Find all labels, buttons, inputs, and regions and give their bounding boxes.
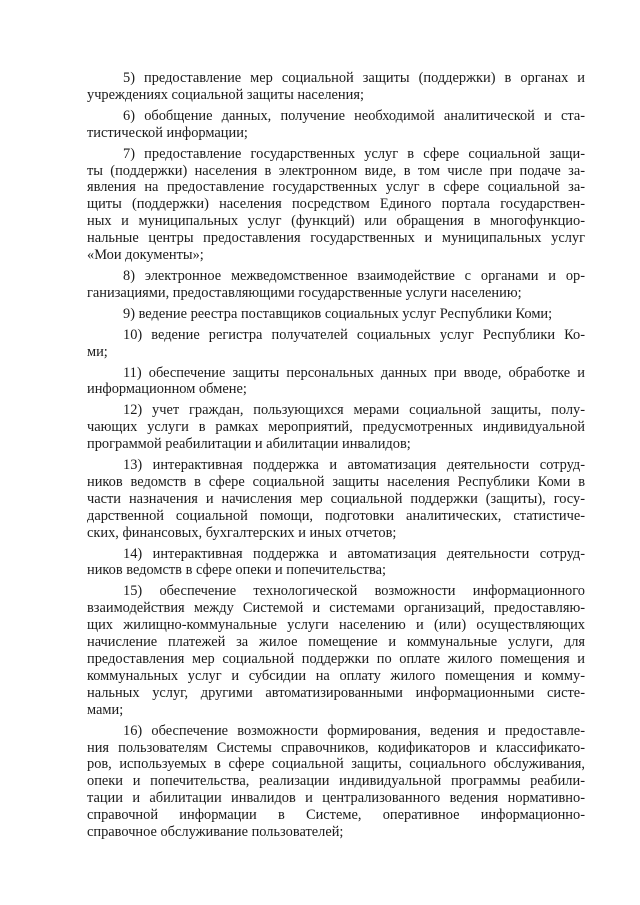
text-line: нальные центры предоставления государственных и муниципальных услуг [87, 230, 585, 247]
text-line: 11) обеспечение защиты персональных данных при вводе, обработке и [123, 364, 585, 381]
text-line: программой реабилитации и абилитации инвалидов; [87, 436, 411, 453]
text-line: 16) обеспечение возможности формирования, ведения и предоставле- [123, 722, 585, 739]
text-line: мами; [87, 701, 124, 718]
text-line: ми; [87, 343, 108, 360]
text-line: 5) предоставление мер социальной защиты (поддержки) в органах и [123, 70, 585, 86]
list-item-item-12 [87, 402, 585, 453]
text-line: 14) интерактивная поддержка и автоматизация деятельности сотруд- [123, 545, 585, 562]
text-line: ников ведомств в сфере социальной защиты населения Республики Коми в [87, 473, 585, 490]
text-line: явления на предоставление государственных услуг в сфере социальной за- [87, 179, 585, 196]
text-line: щих жилищно-коммунальные услуги населению и (или) осуществляющих [87, 617, 585, 634]
text-line: 6) обобщение данных, получение необходимой аналитической и ста- [123, 107, 585, 124]
list-item-item-7 [87, 146, 585, 264]
text-line: ты (поддержки) населения в электронном виде, в том числе при подаче за- [87, 162, 585, 179]
text-line: 9) ведение реестра поставщиков социальных услуг Республики Коми; [123, 305, 553, 322]
text-line: учреждениях социальной защиты населения; [87, 86, 364, 103]
text-line: ников ведомств в сфере опеки и попечительства; [87, 562, 386, 579]
text-line: 13) интерактивная поддержка и автоматизация деятельности сотруд- [123, 457, 585, 474]
list-item-item-9 [87, 306, 585, 323]
text-line: предоставления мер социальной поддержки по оплате жилого помещения и [87, 651, 585, 667]
list-item-item-11 [87, 365, 585, 399]
text-line: 8) электронное межведомственное взаимодействие с органами и ор- [123, 267, 585, 284]
list-item-item-14 [87, 546, 585, 580]
text-line: части назначения и начисления мер социальной поддержки (защиты), госу- [87, 490, 585, 507]
text-line: начисление платежей за жилое помещение и коммунальные услуги, для [87, 634, 585, 651]
document-body [87, 70, 585, 841]
text-line: 12) учет граждан, пользующихся мерами социальной защиты, полу- [123, 402, 585, 419]
text-line: тации и абилитации инвалидов и централизованного ведения нормативно- [87, 790, 585, 807]
text-line: ных и муниципальных услуг (функций) или обращения в многофункцио- [87, 213, 585, 230]
text-line: ских, финансовых, бухгалтерских и иных отчетов; [87, 524, 397, 541]
text-line: ганизациями, предоставляющими государственные услуги населению; [87, 284, 522, 301]
text-line: взаимодействия между Системой и системами организаций, предоставляю- [87, 600, 585, 617]
list-item-item-8 [87, 268, 585, 302]
list-item-item-15 [87, 583, 585, 718]
text-line: 15) обеспечение технологической возможности информационного [123, 583, 585, 600]
text-line: ния пользователям Системы справочников, кодификаторов и классификато- [87, 739, 585, 756]
list-item-item-5 [87, 70, 585, 104]
text-line: опеки и попечительства, реализации индивидуальной программы реабили- [87, 773, 585, 790]
list-item-item-16 [87, 723, 585, 841]
list-item-item-13 [87, 457, 585, 542]
text-line: справочной информации в Системе, оперативное информационно- [87, 807, 585, 824]
text-line: чающих услуги в рамках мероприятий, предусмотренных индивидуальной [87, 419, 585, 436]
text-line: нальных услуг, другими автоматизированными информационными систе- [87, 684, 585, 701]
text-line: ров, используемых в сфере социальной защиты, социального обслуживания, [87, 756, 585, 773]
text-line: справочное обслуживание пользователей; [87, 824, 344, 841]
list-item-item-10 [87, 327, 585, 361]
list-item-item-6 [87, 108, 585, 142]
text-line: коммунальных услуг и субсидии на оплату жилого помещения и комму- [87, 667, 585, 684]
text-line: 10) ведение регистра получателей социальных услуг Республики Ко- [123, 326, 585, 343]
text-line: дарственной социальной помощи, подготовки аналитических, статистиче- [87, 507, 585, 524]
text-line: информационном обмене; [87, 381, 247, 398]
text-line: «Мои документы»; [87, 247, 204, 264]
text-line: щиты (поддержки) населения посредством Единого портала государствен- [87, 196, 585, 213]
text-line: 7) предоставление государственных услуг в сфере социальной защи- [123, 145, 585, 162]
text-line: тистической информации; [87, 124, 248, 141]
